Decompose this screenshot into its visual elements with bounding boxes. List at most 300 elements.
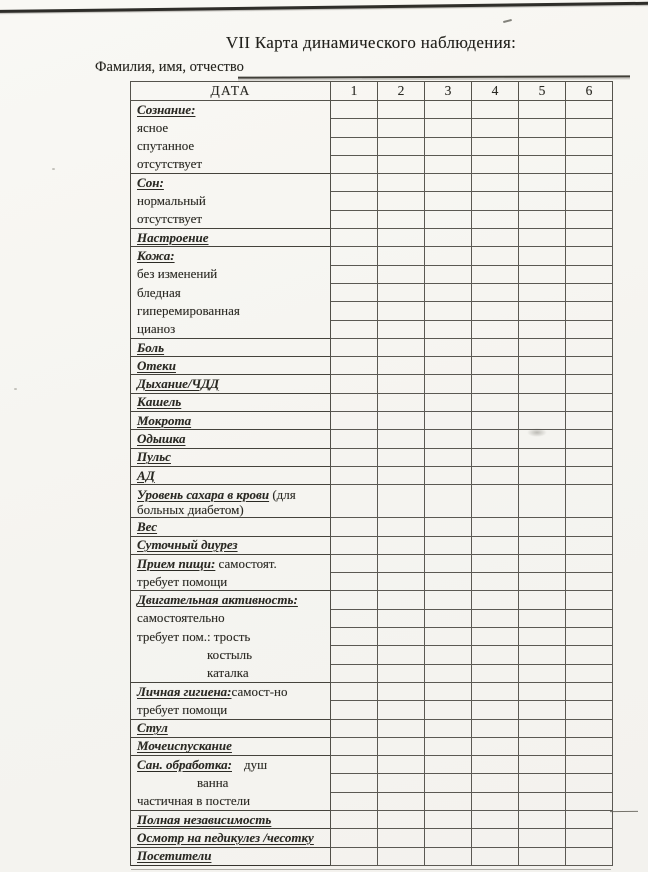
data-cell xyxy=(519,357,566,375)
row-label xyxy=(131,265,331,283)
data-cell xyxy=(566,430,613,448)
data-cell xyxy=(331,466,378,484)
table-row xyxy=(131,810,613,828)
observation-table xyxy=(130,81,613,866)
row-label xyxy=(131,591,331,609)
data-cell xyxy=(378,320,425,338)
table-row xyxy=(131,792,613,810)
row-label xyxy=(131,485,331,518)
data-cell xyxy=(425,430,472,448)
data-cell xyxy=(331,829,378,847)
data-cell xyxy=(378,101,425,119)
data-cell xyxy=(566,573,613,591)
data-cell xyxy=(472,573,519,591)
data-cell xyxy=(378,792,425,810)
table-row xyxy=(131,609,613,627)
data-cell xyxy=(331,375,378,393)
row-label-heading: Уровень сахара в крови xyxy=(137,486,270,502)
data-cell xyxy=(331,792,378,810)
table-header-row xyxy=(131,82,613,101)
data-cell xyxy=(425,774,472,792)
data-cell xyxy=(566,774,613,792)
data-cell xyxy=(378,137,425,155)
table-row xyxy=(131,682,613,700)
row-label xyxy=(131,210,331,228)
data-cell xyxy=(566,210,613,228)
data-cell xyxy=(378,302,425,320)
row-label-text: самост-но xyxy=(231,683,288,699)
table-row xyxy=(131,774,613,792)
data-cell xyxy=(472,174,519,192)
row-label xyxy=(131,247,331,265)
data-cell xyxy=(566,229,613,247)
row-label xyxy=(131,682,331,700)
data-cell xyxy=(425,357,472,375)
table-row xyxy=(131,247,613,265)
table-row xyxy=(131,628,613,646)
table-row xyxy=(131,554,613,572)
data-cell xyxy=(519,192,566,210)
data-cell xyxy=(425,664,472,682)
data-cell xyxy=(519,265,566,283)
data-cell xyxy=(472,664,519,682)
row-label xyxy=(131,829,331,847)
data-cell xyxy=(331,646,378,664)
data-cell xyxy=(519,573,566,591)
table-row xyxy=(131,210,613,228)
data-cell xyxy=(331,719,378,737)
day-column-header-1: 1 xyxy=(331,82,378,101)
data-cell xyxy=(519,628,566,646)
data-cell xyxy=(378,810,425,828)
data-cell xyxy=(331,357,378,375)
row-label-text: бледная xyxy=(137,284,181,300)
row-label xyxy=(131,609,331,627)
data-cell xyxy=(472,357,519,375)
data-cell xyxy=(331,810,378,828)
name-field-label: Фамилия, имя, отчество xyxy=(95,59,244,75)
data-cell xyxy=(566,119,613,137)
data-cell xyxy=(519,375,566,393)
data-cell xyxy=(472,320,519,338)
data-cell xyxy=(378,412,425,430)
data-cell xyxy=(566,375,613,393)
row-label-text: спутанное xyxy=(137,138,195,154)
row-label xyxy=(131,466,331,484)
row-label xyxy=(131,628,331,646)
data-cell xyxy=(566,829,613,847)
data-cell xyxy=(566,554,613,572)
data-cell xyxy=(566,137,613,155)
data-cell xyxy=(331,701,378,719)
row-label xyxy=(131,448,331,466)
data-cell xyxy=(425,536,472,554)
data-cell xyxy=(519,412,566,430)
data-cell xyxy=(472,155,519,173)
data-cell xyxy=(378,210,425,228)
row-label-text: требует помощи xyxy=(137,701,228,717)
data-cell xyxy=(331,320,378,338)
day-column-header-2: 2 xyxy=(378,82,425,101)
row-label-heading: Кожа: xyxy=(137,248,175,264)
data-cell xyxy=(331,737,378,755)
data-cell xyxy=(472,466,519,484)
table-row xyxy=(131,719,613,737)
data-cell xyxy=(472,375,519,393)
data-cell xyxy=(378,737,425,755)
data-cell xyxy=(472,682,519,700)
data-cell xyxy=(331,101,378,119)
table-row xyxy=(131,646,613,664)
data-cell xyxy=(378,357,425,375)
table-row xyxy=(131,573,613,591)
row-label xyxy=(131,847,331,865)
row-label xyxy=(131,357,331,375)
day-column-header-6: 6 xyxy=(566,82,613,101)
row-label xyxy=(131,810,331,828)
table-row xyxy=(131,430,613,448)
data-cell xyxy=(519,847,566,865)
data-cell xyxy=(566,664,613,682)
data-cell xyxy=(425,485,472,518)
data-cell xyxy=(566,466,613,484)
data-cell xyxy=(331,229,378,247)
data-cell xyxy=(519,430,566,448)
data-cell xyxy=(566,701,613,719)
data-cell xyxy=(566,682,613,700)
data-cell xyxy=(566,101,613,119)
row-label-heading: Сон: xyxy=(137,175,164,191)
data-cell xyxy=(566,174,613,192)
data-cell xyxy=(472,448,519,466)
data-cell xyxy=(519,174,566,192)
data-cell xyxy=(519,448,566,466)
data-cell xyxy=(472,701,519,719)
data-cell xyxy=(331,756,378,774)
table-row xyxy=(131,192,613,210)
row-label xyxy=(131,393,331,411)
data-cell xyxy=(519,320,566,338)
data-cell xyxy=(519,829,566,847)
data-cell xyxy=(331,847,378,865)
table-row xyxy=(131,829,613,847)
row-label-text: цианоз xyxy=(137,320,176,336)
row-label-text: ясное xyxy=(137,119,169,135)
data-cell xyxy=(331,591,378,609)
data-cell xyxy=(425,393,472,411)
data-cell xyxy=(566,302,613,320)
data-cell xyxy=(331,247,378,265)
row-label-heading: Одышка xyxy=(137,430,186,446)
data-cell xyxy=(331,283,378,301)
table-row xyxy=(131,229,613,247)
table-row xyxy=(131,137,613,155)
data-cell xyxy=(425,101,472,119)
table-row xyxy=(131,412,613,430)
data-cell xyxy=(566,192,613,210)
data-cell xyxy=(472,628,519,646)
name-blank-line xyxy=(238,75,630,78)
data-cell xyxy=(425,591,472,609)
table-row xyxy=(131,265,613,283)
data-cell xyxy=(331,609,378,627)
data-cell xyxy=(331,536,378,554)
row-label xyxy=(131,756,331,774)
data-cell xyxy=(425,302,472,320)
data-cell xyxy=(472,737,519,755)
data-cell xyxy=(519,719,566,737)
data-cell xyxy=(331,265,378,283)
table-row xyxy=(131,320,613,338)
table-row xyxy=(131,536,613,554)
data-cell xyxy=(378,192,425,210)
data-cell xyxy=(472,412,519,430)
data-cell xyxy=(519,466,566,484)
data-cell xyxy=(472,265,519,283)
data-cell xyxy=(331,192,378,210)
table-row xyxy=(131,518,613,536)
table-row xyxy=(131,174,613,192)
data-cell xyxy=(519,810,566,828)
data-cell xyxy=(519,701,566,719)
data-cell xyxy=(425,682,472,700)
table-row xyxy=(131,756,613,774)
data-cell xyxy=(425,628,472,646)
data-cell xyxy=(566,393,613,411)
data-cell xyxy=(378,338,425,356)
data-cell xyxy=(425,283,472,301)
scan-bottom-echo-line xyxy=(131,869,611,870)
data-cell xyxy=(519,756,566,774)
row-label-heading: Суточный диурез xyxy=(137,537,238,553)
data-cell xyxy=(378,554,425,572)
data-cell xyxy=(425,229,472,247)
table-row xyxy=(131,357,613,375)
row-label-heading: Боль xyxy=(137,339,165,355)
row-label xyxy=(131,320,331,338)
row-label xyxy=(131,646,331,664)
data-cell xyxy=(378,283,425,301)
data-cell xyxy=(519,119,566,137)
table-row xyxy=(131,448,613,466)
data-cell xyxy=(331,119,378,137)
data-cell xyxy=(425,412,472,430)
data-cell xyxy=(472,609,519,627)
row-label-text: частичная в постели xyxy=(137,793,251,809)
data-cell xyxy=(378,774,425,792)
day-column-header-4: 4 xyxy=(472,82,519,101)
data-cell xyxy=(425,137,472,155)
row-label-text: нормальный xyxy=(137,193,206,209)
data-cell xyxy=(519,485,566,518)
data-cell xyxy=(566,518,613,536)
data-cell xyxy=(425,119,472,137)
data-cell xyxy=(425,792,472,810)
row-label-heading: Двигательная активность: xyxy=(137,592,298,608)
data-cell xyxy=(425,174,472,192)
data-cell xyxy=(331,628,378,646)
row-label xyxy=(131,518,331,536)
data-cell xyxy=(331,210,378,228)
data-cell xyxy=(378,719,425,737)
data-cell xyxy=(378,646,425,664)
data-cell xyxy=(472,847,519,865)
data-cell xyxy=(378,247,425,265)
data-cell xyxy=(472,302,519,320)
data-cell xyxy=(566,792,613,810)
data-cell xyxy=(472,137,519,155)
data-cell xyxy=(472,283,519,301)
data-cell xyxy=(378,628,425,646)
data-cell xyxy=(425,338,472,356)
data-cell xyxy=(378,466,425,484)
data-cell xyxy=(378,485,425,518)
data-cell xyxy=(472,756,519,774)
data-cell xyxy=(378,393,425,411)
data-cell xyxy=(472,119,519,137)
document-title: VII Карта динамического наблюдения: xyxy=(225,33,517,52)
row-label-heading: Сан. обработка: xyxy=(137,756,232,772)
row-label xyxy=(131,536,331,554)
row-label xyxy=(131,554,331,572)
row-label-text: самостоятельно xyxy=(137,610,225,626)
row-label-heading: Прием пищи: xyxy=(137,555,216,571)
table-row xyxy=(131,101,613,119)
row-label-text: (для больных диабетом) xyxy=(137,486,296,517)
data-cell xyxy=(566,247,613,265)
data-cell xyxy=(519,210,566,228)
data-cell xyxy=(472,719,519,737)
data-cell xyxy=(472,393,519,411)
row-label-heading: Пульс xyxy=(137,449,171,465)
data-cell xyxy=(472,247,519,265)
row-label xyxy=(131,664,331,682)
table-row xyxy=(131,283,613,301)
row-label xyxy=(131,774,331,792)
data-cell xyxy=(331,573,378,591)
row-label-heading: Личная гигиена: xyxy=(137,683,232,699)
row-label xyxy=(131,375,331,393)
row-label-heading: Кашель xyxy=(137,394,182,410)
data-cell xyxy=(566,412,613,430)
data-cell xyxy=(566,536,613,554)
table-row xyxy=(131,119,613,137)
row-label xyxy=(131,338,331,356)
data-cell xyxy=(519,247,566,265)
data-cell xyxy=(566,646,613,664)
data-cell xyxy=(472,829,519,847)
data-cell xyxy=(378,430,425,448)
data-cell xyxy=(331,174,378,192)
data-cell xyxy=(566,448,613,466)
row-label-heading: Посетители xyxy=(137,848,212,864)
data-cell xyxy=(331,518,378,536)
data-cell xyxy=(331,155,378,173)
data-cell xyxy=(566,719,613,737)
row-label xyxy=(131,412,331,430)
data-cell xyxy=(378,375,425,393)
data-cell xyxy=(472,338,519,356)
data-cell xyxy=(566,357,613,375)
data-cell xyxy=(472,430,519,448)
row-label-heading: Вес xyxy=(137,518,158,534)
data-cell xyxy=(331,393,378,411)
data-cell xyxy=(519,302,566,320)
data-cell xyxy=(331,302,378,320)
data-cell xyxy=(425,847,472,865)
date-header-cell: ДАТА xyxy=(131,82,331,101)
data-cell xyxy=(331,682,378,700)
data-cell xyxy=(378,573,425,591)
data-cell xyxy=(331,774,378,792)
table-body xyxy=(131,101,613,866)
data-cell xyxy=(378,756,425,774)
table-row xyxy=(131,302,613,320)
scan-line-overshoot xyxy=(610,811,638,812)
row-label-text: ванна xyxy=(197,775,229,791)
data-cell xyxy=(472,554,519,572)
data-cell xyxy=(425,155,472,173)
data-cell xyxy=(519,536,566,554)
data-cell xyxy=(519,155,566,173)
row-label-text: требует пом.: трость xyxy=(137,628,251,644)
data-cell xyxy=(425,247,472,265)
data-cell xyxy=(472,229,519,247)
data-cell xyxy=(472,192,519,210)
data-cell xyxy=(566,810,613,828)
data-cell xyxy=(472,774,519,792)
row-label xyxy=(131,430,331,448)
data-cell xyxy=(566,485,613,518)
data-cell xyxy=(331,448,378,466)
data-cell xyxy=(472,101,519,119)
data-cell xyxy=(378,229,425,247)
data-cell xyxy=(378,518,425,536)
row-label xyxy=(131,119,331,137)
data-cell xyxy=(425,737,472,755)
row-label-text: без изменений xyxy=(137,266,218,282)
data-cell xyxy=(425,320,472,338)
data-cell xyxy=(331,485,378,518)
row-label-heading: Настроение xyxy=(137,229,209,245)
data-cell xyxy=(378,119,425,137)
scan-page-edge-line xyxy=(0,2,648,13)
data-cell xyxy=(519,518,566,536)
data-cell xyxy=(378,829,425,847)
row-label-heading: Сознание: xyxy=(137,101,196,117)
row-label-heading: Дыхание/ЧДД xyxy=(137,376,220,392)
row-label xyxy=(131,302,331,320)
data-cell xyxy=(425,701,472,719)
data-cell xyxy=(425,554,472,572)
data-cell xyxy=(378,701,425,719)
data-cell xyxy=(519,609,566,627)
data-cell xyxy=(519,792,566,810)
row-label-heading: Полная независимость xyxy=(137,811,272,827)
data-cell xyxy=(425,756,472,774)
row-label-text: гиперемированная xyxy=(137,302,240,318)
data-cell xyxy=(566,609,613,627)
data-cell xyxy=(472,518,519,536)
data-cell xyxy=(566,338,613,356)
data-cell xyxy=(425,719,472,737)
data-cell xyxy=(472,646,519,664)
row-label-heading: АД xyxy=(137,467,155,483)
row-label xyxy=(131,137,331,155)
table-row xyxy=(131,155,613,173)
data-cell xyxy=(519,774,566,792)
row-label-heading: Мочеиспускание xyxy=(137,738,232,754)
